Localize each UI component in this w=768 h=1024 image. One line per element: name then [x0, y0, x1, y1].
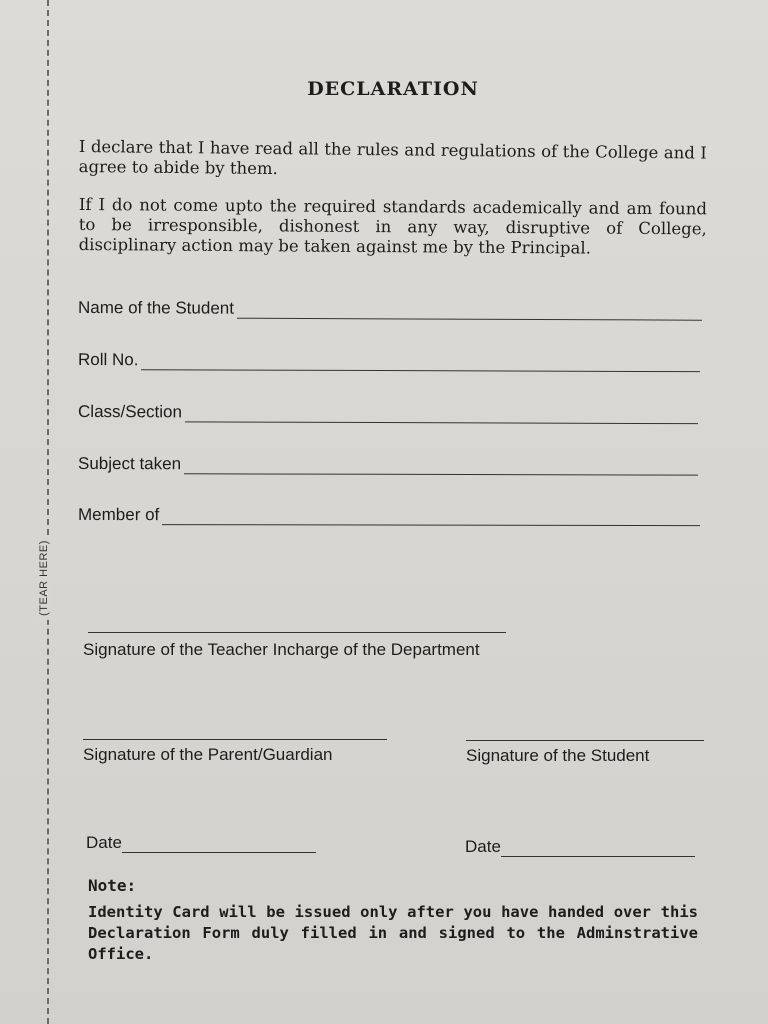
date-label-right: Date [465, 837, 501, 856]
date-field-left[interactable] [86, 833, 316, 853]
roll-no-blank[interactable] [141, 351, 700, 372]
date-field-right[interactable] [465, 837, 695, 857]
tear-dashed-line [47, 0, 49, 1024]
teacher-signature-label: Signature of the Teacher Incharge of the Department [83, 640, 480, 659]
class-section-field[interactable] [78, 402, 698, 424]
member-of-label: Member of [78, 505, 160, 525]
date-blank-right[interactable] [501, 842, 695, 857]
declaration-paragraph-1: I declare that I have read all the rules and regulations of the College and I agree to abide by them. [78, 137, 707, 179]
member-of-field[interactable] [78, 505, 700, 526]
member-of-blank[interactable] [162, 506, 700, 526]
subject-taken-field[interactable] [78, 454, 698, 476]
parent-signature-label: Signature of the Parent/Guardian [83, 745, 333, 764]
date-blank-left[interactable] [122, 838, 316, 853]
subject-taken-label: Subject taken [78, 454, 182, 474]
class-section-label: Class/Section [78, 402, 183, 422]
note-heading: Note: [88, 876, 137, 895]
student-name-label: Name of the Student [78, 298, 235, 318]
roll-no-field[interactable] [78, 350, 700, 372]
student-name-field[interactable] [78, 298, 702, 321]
teacher-signature-line[interactable] [88, 632, 506, 633]
note-text: Identity Card will be issued only after you have handed over this Declaration Form duly filled in and signed to the Adminstrative Office. [88, 903, 698, 963]
student-signature-line[interactable] [466, 740, 704, 741]
student-signature-label: Signature of the Student [466, 746, 650, 765]
tear-here-label: (TEAR HERE) [38, 536, 50, 620]
class-section-blank[interactable] [185, 403, 698, 424]
subject-taken-blank[interactable] [184, 455, 698, 475]
roll-no-label: Roll No. [78, 350, 139, 370]
date-label-left: Date [86, 833, 122, 852]
declaration-paragraph-2: If I do not come upto the required standards academically and am found to be irresponsible, dishonest in any way, disruptive of College, disciplinary action may be taken against me by the Principal. [78, 195, 707, 258]
parent-signature-line[interactable] [83, 739, 387, 740]
form-title: DECLARATION [307, 78, 479, 100]
student-name-blank[interactable] [237, 300, 702, 321]
